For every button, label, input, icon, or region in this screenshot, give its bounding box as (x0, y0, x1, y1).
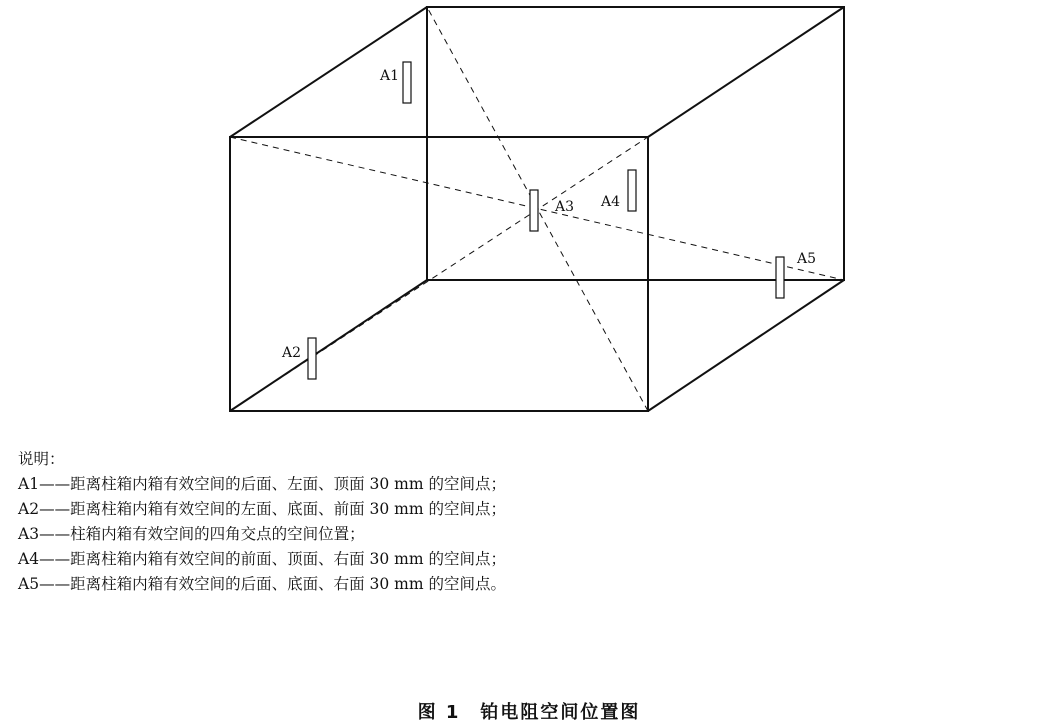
legend-item (18, 522, 506, 547)
legend-dash: —— (39, 500, 71, 518)
probe-a5-label: A5 (797, 251, 817, 267)
legend-dash: —— (39, 525, 71, 543)
edge-bottom-right (648, 280, 844, 411)
legend-code: A3 (18, 525, 40, 543)
legend-heading: 说明： (18, 450, 65, 468)
legend-text: 距离柱箱内箱有效空间的后面、左面、顶面 30 mm 的空间点； (70, 475, 506, 493)
legend-text: 柱箱内箱有效空间的四角交点的空间位置； (70, 525, 365, 543)
legend-text: 距离柱箱内箱有效空间的后面、底面、右面 30 mm 的空间点。 (70, 575, 506, 593)
legend-item (18, 472, 506, 497)
probe-a5-marker (776, 257, 784, 298)
legend-dash: —— (39, 475, 71, 493)
legend-code: A1 (18, 475, 40, 493)
legend-text: 距离柱箱内箱有效空间的左面、底面、前面 30 mm 的空间点； (70, 500, 506, 518)
legend-item (18, 497, 506, 522)
figure-caption: 图 1 铂电阻空间位置图 (417, 702, 641, 723)
legend-code: A5 (18, 575, 40, 593)
probe-a3-label: A3 (555, 199, 575, 215)
probe-a2-label: A2 (282, 345, 302, 361)
legend-dash: —— (39, 550, 71, 568)
legend-text: 距离柱箱内箱有效空间的前面、顶面、右面 30 mm 的空间点； (70, 550, 506, 568)
probe-a4-marker (628, 170, 636, 211)
probe-a4-label: A4 (601, 194, 621, 210)
legend-code: A4 (18, 550, 40, 568)
legend (18, 447, 506, 597)
probe-a2-marker (308, 338, 316, 379)
probe-a1-marker (403, 62, 411, 103)
probe-a3-marker (530, 190, 538, 231)
legend-item (18, 547, 506, 572)
probe-a1-label: A1 (380, 68, 400, 84)
legend-dash: —— (39, 575, 71, 593)
legend-item (18, 572, 506, 597)
edge-top-right (648, 7, 844, 137)
legend-code: A2 (18, 500, 40, 518)
